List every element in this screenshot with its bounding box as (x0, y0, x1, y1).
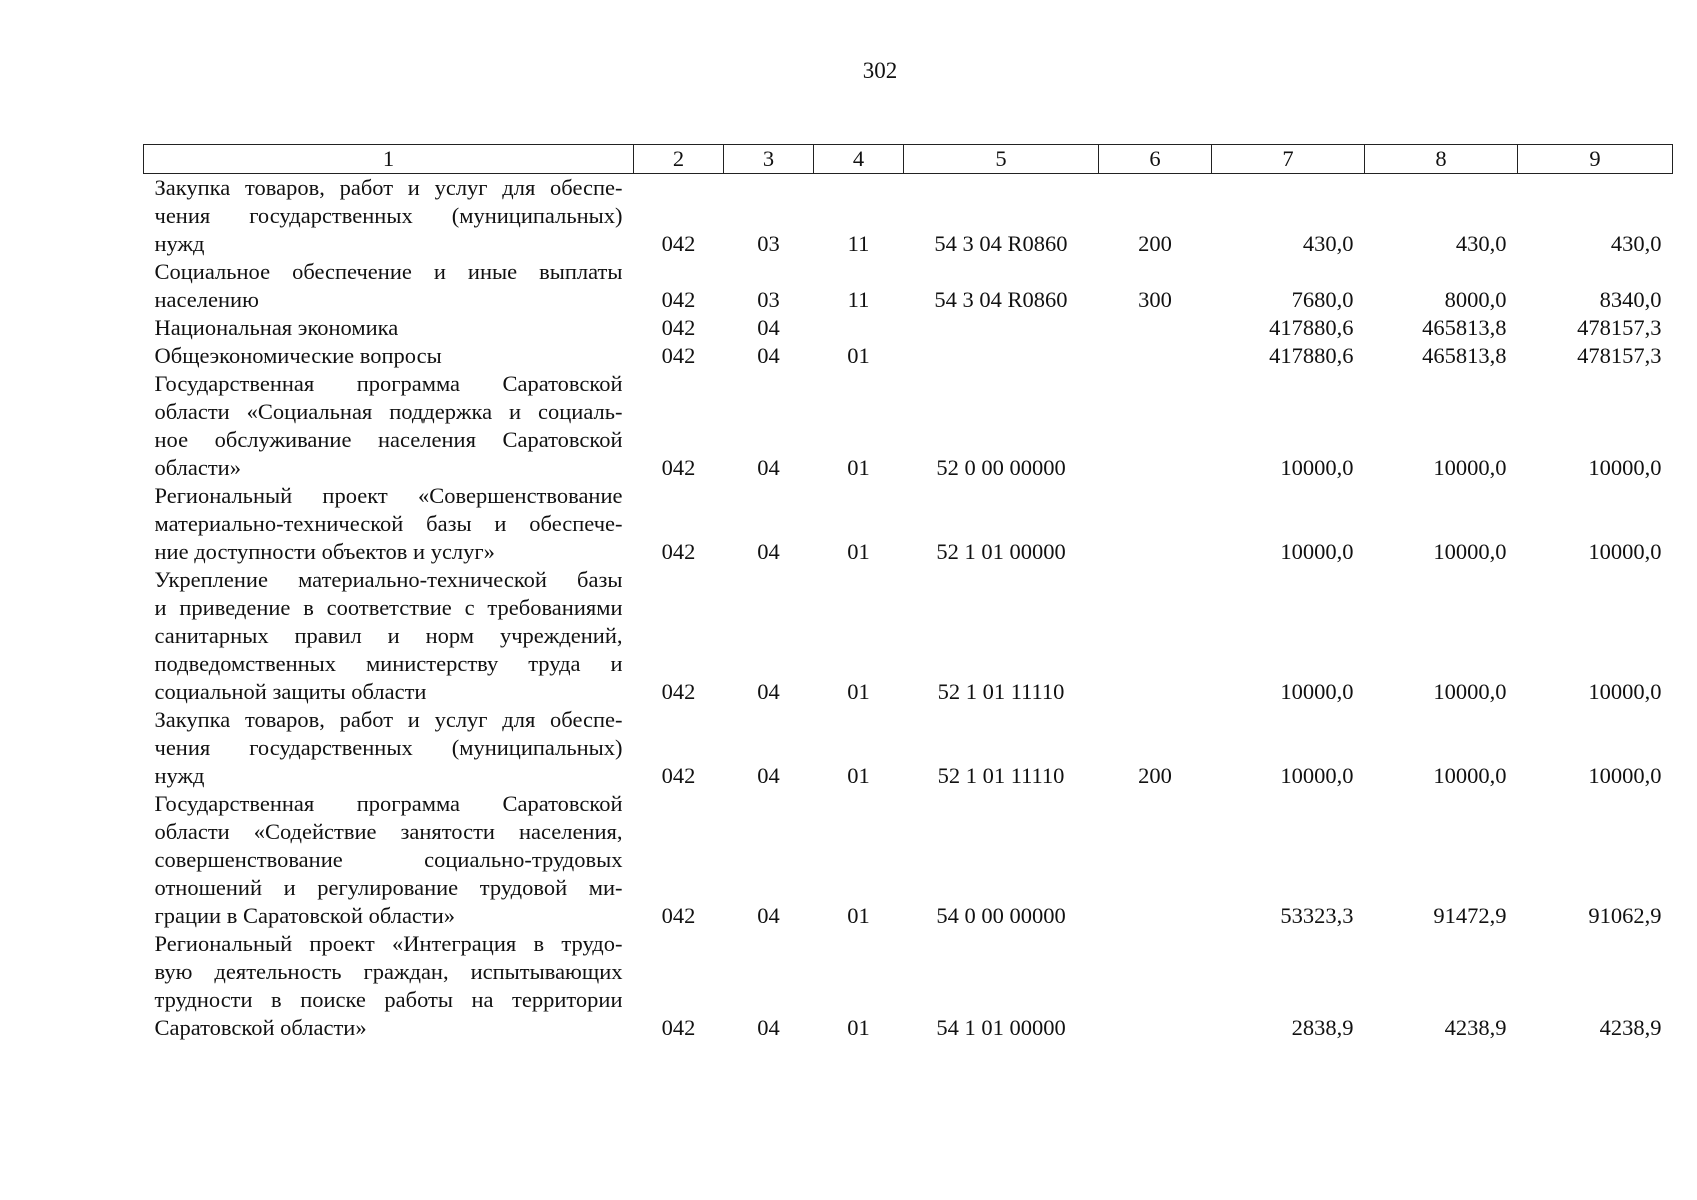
section-code-cell: 04 (757, 455, 780, 480)
table-row (144, 482, 1673, 566)
ministry-code-cell: 042 (661, 679, 696, 704)
amount-col-7-cell: 2838,9 (1291, 1015, 1354, 1040)
header-col-3: 3 (724, 145, 814, 174)
expense-type-cell (1099, 314, 1212, 342)
amount-col-8-cell: 10000,0 (1433, 763, 1507, 788)
row-name-line: Национальная экономика (154, 315, 399, 340)
row-name-line: области» (154, 455, 241, 480)
ministry-code-cell: 042 (661, 1015, 696, 1040)
row-name-line: Закупка товаров, работ и услуг для обеспе- (154, 175, 623, 200)
row-name-cell (144, 314, 634, 342)
amount-col-8-cell: 465813,8 (1422, 315, 1507, 340)
table-row (144, 174, 1673, 259)
amount-col-8-cell: 91472,9 (1433, 903, 1507, 928)
ministry-code-cell: 042 (661, 287, 696, 312)
subsection-code-cell: 11 (847, 287, 870, 312)
header-col-4: 4 (814, 145, 904, 174)
amount-col-7-cell: 430,0 (1302, 231, 1354, 256)
amount-col-8-cell: 10000,0 (1433, 679, 1507, 704)
subsection-code-cell: 01 (847, 539, 870, 564)
amount-col-9-cell: 478157,3 (1577, 315, 1662, 340)
row-name-line: нужд (154, 763, 205, 788)
row-name-line: Общеэкономические вопросы (154, 343, 442, 368)
row-name-line: Региональный проект «Совершенствование (154, 483, 623, 508)
expense-type-cell: 200 (1138, 763, 1172, 788)
header-col-6: 6 (1099, 145, 1212, 174)
row-name-line: области «Содействие занятости населения, (154, 819, 623, 844)
table-row (144, 790, 1673, 930)
row-name-line: Закупка товаров, работ и услуг для обеспе- (154, 707, 623, 732)
amount-col-7-cell: 7680,0 (1291, 287, 1354, 312)
subsection-code-cell: 01 (847, 343, 870, 368)
section-code-cell: 04 (757, 679, 780, 704)
table-row (144, 706, 1673, 790)
row-name-line: Региональный проект «Интеграция в трудо- (154, 931, 623, 956)
target-article-cell: 54 0 00 00000 (936, 903, 1066, 928)
row-name-line: ние доступности объектов и услуг» (154, 539, 495, 564)
table-row (144, 258, 1673, 314)
row-name-line: социальной защиты области (154, 679, 427, 704)
amount-col-7-cell: 417880,6 (1269, 315, 1354, 340)
ministry-code-cell: 042 (661, 763, 696, 788)
ministry-code-cell: 042 (661, 903, 696, 928)
subsection-code-cell: 01 (847, 455, 870, 480)
row-name-line: отношений и регулирование трудовой ми- (154, 875, 623, 900)
row-name-cell (144, 790, 634, 930)
amount-col-9-cell: 10000,0 (1588, 763, 1662, 788)
row-name-line: и приведение в соответствие с требованиями (154, 595, 623, 620)
amount-col-8-cell: 465813,8 (1422, 343, 1507, 368)
target-article-cell: 52 1 01 11110 (937, 763, 1065, 788)
header-col-7: 7 (1212, 145, 1365, 174)
table-row (144, 342, 1673, 370)
target-article-cell: 52 0 00 00000 (936, 455, 1066, 480)
section-code-cell: 03 (757, 287, 780, 312)
expense-type-cell: 200 (1138, 231, 1172, 256)
expense-type-cell (1099, 566, 1212, 706)
section-code-cell: 04 (757, 539, 780, 564)
row-name-line: Саратовской области» (154, 1015, 367, 1040)
header-col-1: 1 (144, 145, 634, 174)
table-row (144, 370, 1673, 482)
row-name-line: области «Социальная поддержка и социаль- (154, 399, 623, 424)
amount-col-7-cell: 53323,3 (1280, 903, 1354, 928)
row-name-cell (144, 482, 634, 566)
row-name-line: Укрепление материально-технической базы (154, 567, 623, 592)
section-code-cell: 04 (757, 315, 780, 340)
amount-col-9-cell: 430,0 (1610, 231, 1662, 256)
row-name-line: санитарных правил и норм учреждений, (154, 623, 623, 648)
row-name-line: подведомственных министерству труда и (154, 651, 623, 676)
section-code-cell: 03 (757, 231, 780, 256)
section-code-cell: 04 (757, 903, 780, 928)
row-name-line: населению (154, 287, 259, 312)
target-article-cell: 54 3 04 R0860 (934, 231, 1068, 256)
amount-col-8-cell: 10000,0 (1433, 455, 1507, 480)
amount-col-7-cell: 10000,0 (1280, 539, 1354, 564)
row-name-line: чения государственных (муниципальных) (154, 203, 623, 228)
expense-type-cell (1099, 790, 1212, 930)
ministry-code-cell: 042 (661, 455, 696, 480)
ministry-code-cell: 042 (661, 231, 696, 256)
section-code-cell: 04 (757, 343, 780, 368)
subsection-code-cell: 01 (847, 679, 870, 704)
row-name-line: трудности в поиске работы на территории (154, 987, 623, 1012)
header-col-8: 8 (1365, 145, 1518, 174)
amount-col-7-cell: 10000,0 (1280, 679, 1354, 704)
amount-col-8-cell: 10000,0 (1433, 539, 1507, 564)
row-name-line: совершенствование социально-трудовых (154, 847, 623, 872)
amount-col-8-cell: 4238,9 (1444, 1015, 1507, 1040)
ministry-code-cell: 042 (661, 315, 696, 340)
row-name-cell (144, 342, 634, 370)
page-number: 302 (862, 58, 898, 83)
table-row (144, 566, 1673, 706)
ministry-code-cell: 042 (661, 343, 696, 368)
expense-type-cell (1099, 370, 1212, 482)
row-name-line: чения государственных (муниципальных) (154, 735, 623, 760)
amount-col-8-cell: 430,0 (1455, 231, 1507, 256)
amount-col-9-cell: 10000,0 (1588, 455, 1662, 480)
amount-col-7-cell: 10000,0 (1280, 455, 1354, 480)
amount-col-8-cell: 8000,0 (1444, 287, 1507, 312)
row-name-line: Государственная программа Саратовской (154, 371, 623, 396)
target-article-cell: 54 1 01 00000 (936, 1015, 1066, 1040)
row-name-cell (144, 370, 634, 482)
section-code-cell: 04 (757, 763, 780, 788)
section-code-cell: 04 (757, 1015, 780, 1040)
expense-type-cell (1099, 930, 1212, 1042)
row-name-line: ное обслуживание населения Саратовской (154, 427, 623, 452)
target-article-cell: 54 3 04 R0860 (934, 287, 1068, 312)
expense-type-cell (1099, 482, 1212, 566)
amount-col-9-cell: 91062,9 (1588, 903, 1662, 928)
row-name-cell (144, 258, 634, 314)
amount-col-9-cell: 10000,0 (1588, 539, 1662, 564)
target-article-cell (904, 314, 1099, 342)
table-row (144, 930, 1673, 1042)
subsection-code-cell: 11 (847, 231, 870, 256)
row-name-line: материально-технической базы и обеспече- (154, 511, 623, 536)
row-name-line: Социальное обеспечение и иные выплаты (154, 259, 623, 284)
amount-col-9-cell: 478157,3 (1577, 343, 1662, 368)
header-col-9: 9 (1518, 145, 1673, 174)
subsection-code-cell: 01 (847, 903, 870, 928)
table-row (144, 314, 1673, 342)
expense-type-cell: 300 (1138, 287, 1172, 312)
amount-col-9-cell: 4238,9 (1599, 1015, 1662, 1040)
expense-type-cell (1099, 342, 1212, 370)
header-col-2: 2 (634, 145, 724, 174)
table-body (144, 174, 1673, 1043)
subsection-code-cell: 01 (847, 1015, 870, 1040)
budget-table (143, 144, 1673, 1042)
row-name-cell (144, 566, 634, 706)
amount-col-9-cell: 10000,0 (1588, 679, 1662, 704)
amount-col-7-cell: 417880,6 (1269, 343, 1354, 368)
header-col-5: 5 (904, 145, 1099, 174)
subsection-code-cell: 01 (847, 763, 870, 788)
row-name-cell (144, 706, 634, 790)
target-article-cell: 52 1 01 11110 (937, 679, 1065, 704)
row-name-line: нужд (154, 231, 205, 256)
row-name-cell (144, 174, 634, 259)
target-article-cell (904, 342, 1099, 370)
header-row (144, 145, 1673, 174)
row-name-line: Государственная программа Саратовской (154, 791, 623, 816)
row-name-line: вую деятельность граждан, испытывающих (154, 959, 623, 984)
row-name-cell (144, 930, 634, 1042)
target-article-cell: 52 1 01 00000 (936, 539, 1066, 564)
ministry-code-cell: 042 (661, 539, 696, 564)
amount-col-7-cell: 10000,0 (1280, 763, 1354, 788)
amount-col-9-cell: 8340,0 (1599, 287, 1662, 312)
subsection-code-cell (814, 314, 904, 342)
row-name-line: грации в Саратовской области» (154, 903, 456, 928)
